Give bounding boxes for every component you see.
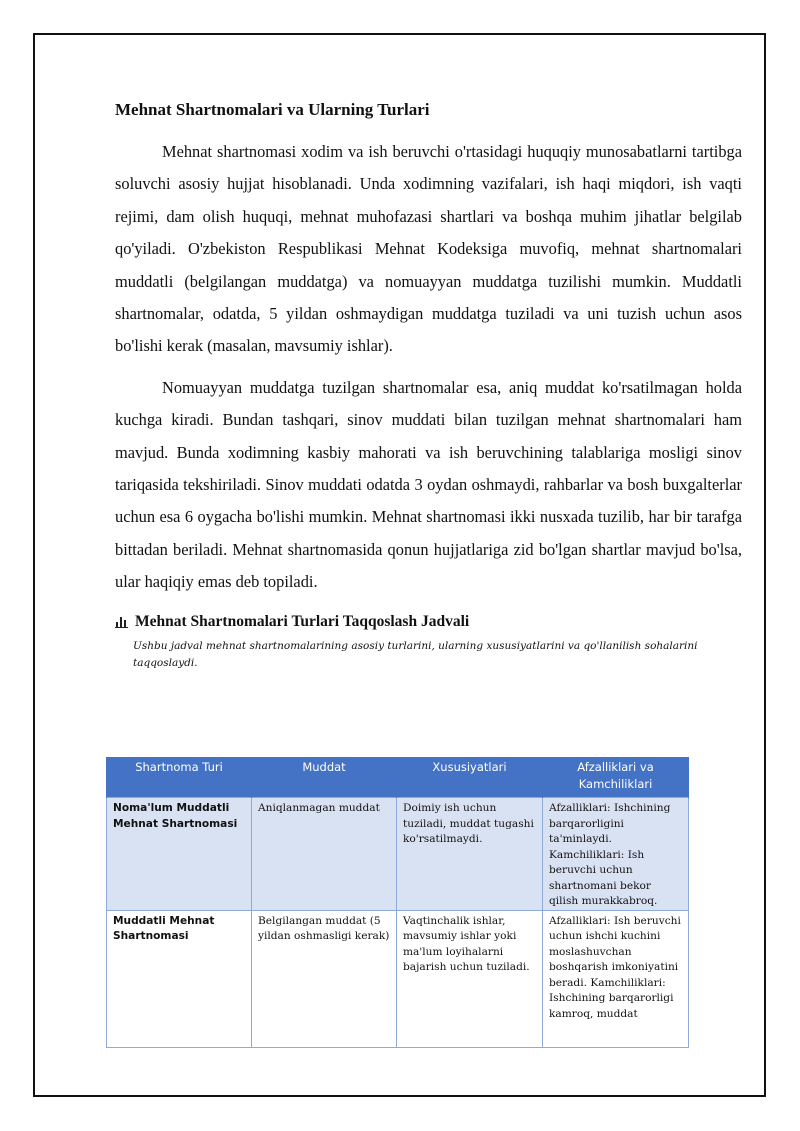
cell-pros-cons: Afzalliklari: Ish beruvchi uchun ishchi kuchini moslashuvchan boshqarish imkoniyatini beradi. Kamchiliklari: Ishchining barqarorligi kamroq, muddat [543,910,689,1047]
table-row [107,910,689,1047]
cell-features: Vaqtinchalik ishlar, mavsumiy ishlar yoki ma'lum loyihalarni bajarish uchun tuziladi. [397,910,543,1047]
document-title: Mehnat Shartnomalari va Ularning Turlari [115,100,430,119]
header-duration: Muddat [252,757,397,798]
header-contract-type: Shartnoma Turi [107,757,252,798]
cell-contract-type: Noma'lum Muddatli Mehnat Shartnomasi [107,798,252,911]
document-body [115,98,742,676]
header-pros-cons: Afzalliklari va Kamchiliklari [543,757,689,798]
table-heading [115,611,742,633]
table-row [107,798,689,911]
bar-chart-icon [115,615,128,628]
table-heading-text: Mehnat Shartnomalari Turlari Taqqoslash Jadvali [135,612,470,630]
header-features: Xususiyatlari [397,757,543,798]
cell-duration: Belgilangan muddat (5 yildan oshmasligi kerak) [252,910,397,1047]
cell-contract-type: Muddatli Mehnat Shartnomasi [107,910,252,1047]
paragraph-2: Nomuayyan muddatga tuzilgan shartnomalar esa, aniq muddat ko'rsatilmagan holda kuchga kiradi. Bundan tashqari, sinov muddati bilan tuzilgan mehnat shartnomalari ham mavjud. Bunda xodimning kasbiy mahorati va ish beruvchining talablariga mosligi sinov tariqasida tekshiriladi. Sinov muddati odatda 3 oydan oshmaydi, rahbarlar va bosh buxgalterlar uchun esa 6 oygacha bo'lishi mumkin. Mehnat shartnomasi ikki nusxada tuzilib, har bir tarafga bittadan beriladi. Mehnat shartnomasida qonun hujjatlariga zid bo'lgan shartlar mavjud bo'lsa, ular haqiqiy emas deb topiladi. [115,377,742,592]
cell-features: Doimiy ish uchun tuziladi, muddat tugashi ko'rsatilmaydi. [397,798,543,911]
cell-pros-cons: Afzalliklari: Ishchining barqarorligini ta'minlaydi. Kamchiliklari: Ish beruvchi uchun shartnomani bekor qilish murakkabroq. [543,798,689,911]
cell-duration: Aniqlanmagan muddat [252,798,397,911]
comparison-table [106,757,689,1048]
table-caption: Ushbu jadval mehnat shartnomalarining asosiy turlarini, ularning xususiyatlarini va qo'llanilish sohalarini taqqoslaydi. [133,639,698,669]
paragraph-1: Mehnat shartnomasi xodim va ish beruvchi o'rtasidagi huquqiy munosabatlarni tartibga soluvchi asosiy hujjat hisoblanadi. Unda xodimning vazifalari, ish haqi miqdori, ish vaqti rejimi, dam olish huquqi, mehnat muhofazasi shartlari va boshqa muhim jihatlar belgilab qo'yiladi. O'zbekiston Respublikasi Mehnat Kodeksiga muvofiq, mehnat shartnomalari muddatli (belgilangan muddatga) va nomuayyan muddatga tuzilishi mumkin. Muddatli shartnomalar, odatda, 5 yildan oshmaydigan muddatga tuziladi va uni tuzish uchun asos bo'lishi kerak (masalan, mavsumiy ishlar). [115,142,742,356]
table-header-row [107,757,689,798]
